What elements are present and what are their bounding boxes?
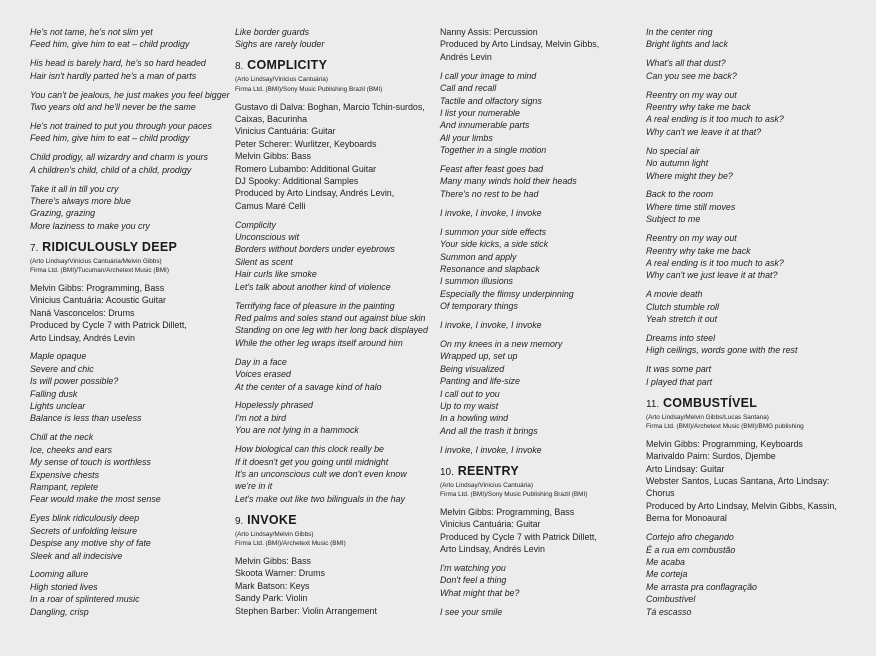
track-personnel bbox=[235, 555, 433, 617]
track-credits bbox=[30, 257, 225, 276]
text-line: Day in a face bbox=[235, 356, 287, 367]
text-line: Can you see me back? bbox=[646, 70, 737, 81]
stanza bbox=[646, 57, 846, 82]
stanza bbox=[440, 338, 638, 437]
text-line: Up to my waist bbox=[440, 400, 499, 411]
text-line: Borders without borders under eyebrows bbox=[235, 244, 395, 255]
track-lyrics bbox=[440, 70, 638, 456]
stanza bbox=[235, 219, 433, 293]
stanza bbox=[440, 163, 638, 200]
text-line: Summon and apply bbox=[440, 251, 517, 262]
text-line: Ice, cheeks and ears bbox=[30, 444, 112, 455]
text-line: Back to the room bbox=[646, 189, 714, 200]
text-line: Of temporary things bbox=[440, 301, 518, 312]
track-credits bbox=[235, 75, 433, 94]
text-line: Severe and chic bbox=[30, 363, 94, 374]
credit-line: Firma Ltd. (BMI)/Archetext Music (BMI)/BMG publishing bbox=[646, 423, 804, 431]
track-number: 11. bbox=[646, 398, 660, 410]
track-credits bbox=[235, 530, 433, 549]
text-line: Grazing, grazing bbox=[30, 208, 96, 219]
text-line: Is will power possible? bbox=[30, 376, 119, 387]
credit-line: Firma Ltd. (BMI)/Sony Music Publishing Brazil (BMI) bbox=[235, 85, 383, 93]
text-line: It's an unconscious cult we don't even know bbox=[235, 468, 407, 479]
text-line: Marivaldo Paim: Surdos, Djembe bbox=[646, 451, 776, 462]
text-line: Chill at the neck bbox=[30, 432, 94, 443]
text-line: Me corteja bbox=[646, 569, 688, 580]
track-personnel bbox=[30, 282, 225, 344]
track-lyrics bbox=[646, 531, 846, 618]
track-personnel bbox=[440, 506, 638, 556]
text-line: There's no rest to be had bbox=[440, 188, 539, 199]
text-line: Stephen Barber: Violin Arrangement bbox=[235, 605, 377, 616]
text-line: Vinicius Cantuária: Acoustic Guitar bbox=[30, 295, 166, 306]
personnel-list bbox=[235, 555, 433, 617]
track-11 bbox=[646, 395, 846, 618]
text-line: Terrifying face of pleasure in the painting bbox=[235, 300, 395, 311]
text-line: Let's talk about another kind of violence bbox=[235, 281, 391, 292]
text-line: Call and recall bbox=[440, 83, 497, 94]
credit-line: Firma Ltd. (BMI)/Archetext Music (BMI) bbox=[235, 540, 346, 548]
text-line: You can't be jealous, he just makes you feel bigger bbox=[30, 89, 230, 100]
text-line: É a rua em combustão bbox=[646, 544, 736, 555]
text-line: Melvin Gibbs: Programming, Keyboards bbox=[646, 438, 803, 449]
stanza bbox=[30, 26, 225, 51]
text-line: No special air bbox=[646, 145, 700, 156]
track-title bbox=[646, 395, 846, 413]
text-line: I call out to you bbox=[440, 388, 500, 399]
text-line: While the other leg wraps itself around him bbox=[235, 337, 403, 348]
lyrics-continued bbox=[30, 26, 230, 232]
text-line: Arto Lindsay, Andrés Levin bbox=[440, 544, 545, 554]
track-title bbox=[235, 512, 433, 530]
text-line: Many many winds hold their heads bbox=[440, 176, 577, 187]
column-3 bbox=[440, 26, 638, 625]
text-line: Clutch stumble roll bbox=[646, 301, 719, 312]
text-line: Skoota Warner: Drums bbox=[235, 568, 325, 579]
lyrics-continued bbox=[235, 26, 433, 51]
text-line: Unconscious wit bbox=[235, 232, 300, 243]
text-line: Dangling, crisp bbox=[30, 606, 89, 617]
stanza bbox=[646, 188, 846, 225]
text-line: It was some part bbox=[646, 364, 712, 375]
track-name: INVOKE bbox=[247, 512, 297, 527]
text-line: Melvin Gibbs: Bass bbox=[235, 555, 311, 566]
text-line: I invoke, I invoke, I invoke bbox=[440, 207, 542, 218]
credit-line: (Arto Lindsay/Vinicius Cantuária) bbox=[235, 76, 328, 84]
text-line: In a roar of splintered music bbox=[30, 594, 140, 605]
track-personnel bbox=[440, 26, 638, 63]
credit-line: Firma Ltd. (BMI)/Sony Music Publishing Brazil (BMI) bbox=[440, 491, 588, 499]
text-line: How biological can this clock really be bbox=[235, 444, 384, 455]
track-7 bbox=[30, 239, 225, 618]
text-line: Reentry on my way out bbox=[646, 89, 737, 100]
column-4 bbox=[646, 26, 846, 625]
text-line: Subject to me bbox=[646, 214, 701, 225]
text-line: Reentry why take me back bbox=[646, 102, 751, 113]
credit-line: (Arto Lindsay/Vinicius Cantuária) bbox=[440, 481, 533, 489]
text-line: There's always more blue bbox=[30, 195, 131, 206]
text-line: Lights unclear bbox=[30, 401, 86, 412]
stanza bbox=[440, 207, 638, 219]
credit-line: Firma Ltd. (BMI)/Tucuman/Archetext Music (BMI) bbox=[30, 267, 169, 275]
track-credits bbox=[646, 413, 846, 432]
text-line: Caixas, Bacurinha bbox=[235, 113, 308, 124]
text-line: Hair isn't hardly parted he's a man of parts bbox=[30, 70, 197, 81]
stanza bbox=[440, 562, 638, 599]
stanza bbox=[440, 444, 638, 456]
text-line: If it doesn't get you going until midnight bbox=[235, 456, 389, 467]
stanza bbox=[646, 531, 846, 618]
text-line: What's all that dust? bbox=[646, 58, 726, 69]
text-line: Fear would make the most sense bbox=[30, 494, 161, 505]
text-line: Two years old and he'll never be the same bbox=[30, 102, 196, 113]
text-line: Eyes blink ridiculously deep bbox=[30, 513, 140, 524]
text-line: Looming allure bbox=[30, 569, 89, 580]
stanza bbox=[30, 431, 225, 505]
text-line: A real ending is it too much to ask? bbox=[646, 258, 784, 268]
text-line: Secrets of unfolding leisure bbox=[30, 525, 138, 536]
text-line: Sighs are rarely louder bbox=[235, 39, 325, 50]
stanza bbox=[646, 232, 846, 282]
credit-line: (Arto Lindsay/Melvin Gibbs) bbox=[235, 530, 314, 538]
text-line: Peter Scherer: Wurlitzer, Keyboards bbox=[235, 138, 377, 149]
personnel-list bbox=[646, 438, 846, 525]
text-line: Reentry why take me back bbox=[646, 245, 751, 256]
track-name: REENTRY bbox=[457, 463, 520, 478]
text-line: Dreams into steel bbox=[646, 333, 716, 344]
stanza bbox=[646, 26, 846, 51]
text-line: Feed him, give him to eat – child prodigy bbox=[30, 39, 190, 50]
text-line: In the center ring bbox=[646, 27, 713, 37]
text-line: Expensive chests bbox=[30, 469, 100, 480]
text-line: Together in a single motion bbox=[440, 145, 547, 156]
stanza bbox=[30, 120, 225, 145]
text-line: Red palms and soles stand out against blue skin bbox=[235, 313, 426, 323]
text-line: Where time still moves bbox=[646, 201, 736, 212]
stanza bbox=[30, 350, 225, 424]
text-line: I summon your side effects bbox=[440, 226, 547, 237]
text-line: Mark Batson: Keys bbox=[235, 580, 310, 591]
text-line: Hair curls like smoke bbox=[235, 269, 317, 280]
track-lyrics bbox=[235, 219, 433, 506]
text-line: Produced by Cycle 7 with Patrick Dillett, bbox=[440, 531, 597, 542]
text-line: Nanny Assis: Percussion bbox=[440, 27, 538, 37]
text-line: I'm not a bird bbox=[235, 412, 287, 423]
text-line: I invoke, I invoke, I invoke bbox=[440, 320, 542, 331]
track-credits bbox=[440, 481, 638, 500]
text-line: I summon illusions bbox=[440, 276, 513, 287]
text-line: Reentry on my way out bbox=[646, 233, 737, 244]
text-line: No autumn light bbox=[646, 158, 709, 169]
text-line: I invoke, I invoke, I invoke bbox=[440, 444, 542, 455]
stanza bbox=[30, 151, 225, 176]
text-line: I'm watching you bbox=[440, 562, 506, 573]
text-line: Complicity bbox=[235, 219, 276, 230]
text-line: Me acaba bbox=[646, 557, 685, 567]
stanza bbox=[646, 89, 846, 139]
track-10 bbox=[440, 463, 638, 618]
personnel-list bbox=[235, 101, 433, 213]
stanza bbox=[646, 363, 846, 388]
track-name: RIDICULOUSLY DEEP bbox=[42, 239, 178, 254]
text-line: Webster Santos, Lucas Santana, Arto Lindsay: bbox=[646, 476, 830, 487]
track-number: 8. bbox=[235, 61, 244, 73]
stanza bbox=[235, 443, 433, 505]
text-line: Gustavo di Dalva: Boghan, Marcio Tchin-surdos, bbox=[235, 101, 425, 112]
stanza bbox=[440, 226, 638, 313]
stanza bbox=[646, 332, 846, 357]
text-line: Produced by Arto Lindsay, Melvin Gibbs, Kassin, bbox=[646, 500, 837, 511]
text-line: DJ Spooky: Additional Samples bbox=[235, 175, 359, 186]
text-line: High ceilings, words gone with the rest bbox=[646, 345, 798, 356]
track-personnel bbox=[235, 101, 433, 213]
stanza bbox=[235, 300, 433, 350]
stanza bbox=[30, 183, 225, 233]
text-line: At the center of a savage kind of halo bbox=[235, 381, 382, 392]
text-line: Balance is less than useless bbox=[30, 413, 142, 424]
track-personnel bbox=[646, 438, 846, 525]
text-line: Take it all in till you cry bbox=[30, 183, 119, 194]
column-1 bbox=[30, 26, 230, 625]
column-2 bbox=[235, 26, 433, 623]
text-line: I played that part bbox=[646, 376, 713, 387]
text-line: He's not tame, he's not slim yet bbox=[30, 27, 153, 37]
text-line: Where might they be? bbox=[646, 170, 733, 181]
text-line: Child prodigy, all wizardry and charm is yours bbox=[30, 152, 208, 163]
text-line: Arto Lindsay, Andrés Levin bbox=[30, 332, 135, 343]
stanza bbox=[440, 606, 638, 618]
stanza bbox=[440, 319, 638, 331]
text-line: Sleek and all indecisive bbox=[30, 550, 123, 561]
text-line: Wrapped up, set up bbox=[440, 351, 518, 362]
stanza bbox=[30, 568, 225, 618]
track-title bbox=[235, 57, 433, 75]
text-line: Why can't we leave it at that? bbox=[646, 126, 762, 137]
text-line: A real ending is it too much to ask? bbox=[646, 114, 784, 125]
credit-line: (Arto Lindsay/Melvin Gibbs/Lucas Santana) bbox=[646, 413, 769, 421]
text-line: On my knees in a new memory bbox=[440, 338, 563, 349]
personnel-list bbox=[30, 282, 225, 344]
text-line: Produced by Arto Lindsay, Andrés Levin, bbox=[235, 188, 395, 199]
text-line: Yeah stretch it out bbox=[646, 314, 718, 325]
text-line: Silent as scent bbox=[235, 256, 293, 267]
text-line: He's not trained to put you through your paces bbox=[30, 120, 212, 131]
text-line: What might that be? bbox=[440, 587, 520, 598]
text-line: I call your image to mind bbox=[440, 70, 537, 81]
track-number: 10. bbox=[440, 466, 454, 478]
stanza bbox=[235, 356, 433, 393]
text-line: Tá escasso bbox=[646, 606, 692, 617]
credit-line: (Arto Lindsay/Vinicius Cantuária/Melvin Gibbs) bbox=[30, 257, 162, 265]
text-line: Cortejo afro chegando bbox=[646, 532, 734, 543]
text-line: Produced by Cycle 7 with Patrick Dillett, bbox=[30, 320, 187, 331]
text-line: A children's child, child of a child, prodigy bbox=[30, 164, 192, 175]
text-line: A movie death bbox=[646, 289, 703, 300]
track-title bbox=[30, 239, 225, 257]
text-line: All your limbs bbox=[440, 132, 493, 143]
text-line: Feed him, give him to eat – child prodigy bbox=[30, 133, 190, 144]
text-line: Hopelessly phrased bbox=[235, 400, 313, 411]
stanza bbox=[30, 57, 225, 82]
track-lyrics bbox=[30, 350, 225, 618]
stanza bbox=[440, 70, 638, 157]
text-line: Naná Vasconcelos: Drums bbox=[30, 307, 135, 318]
text-line: I list your numerable bbox=[440, 107, 520, 118]
text-line: we're in it bbox=[235, 481, 273, 492]
track-9 bbox=[235, 512, 433, 617]
text-line: His head is barely hard, he's so hard headed bbox=[30, 58, 206, 69]
text-line: Me arrasta pra conflagração bbox=[646, 581, 757, 592]
text-line: Tactile and olfactory signs bbox=[440, 95, 542, 106]
stanza bbox=[235, 26, 433, 51]
text-line: Being visualized bbox=[440, 363, 505, 374]
text-line: Falling dusk bbox=[30, 388, 78, 399]
track-title bbox=[440, 463, 638, 481]
text-line: Melvin Gibbs: Programming, Bass bbox=[30, 282, 165, 293]
text-line: Rampant, replete bbox=[30, 481, 99, 492]
text-line: Vinicius Cantuária: Guitar bbox=[440, 519, 541, 530]
stanza bbox=[646, 145, 846, 182]
text-line: Arto Lindsay: Guitar bbox=[646, 463, 725, 474]
stanza bbox=[30, 89, 230, 114]
text-line: Let's make out like two bilinguals in the hay bbox=[235, 493, 405, 504]
text-line: Andrés Levin bbox=[440, 51, 492, 62]
stanza bbox=[235, 399, 433, 436]
track-name: COMBUSTÍVEL bbox=[662, 395, 758, 410]
text-line: In a howling wind bbox=[440, 413, 509, 424]
text-line: My sense of touch is worthless bbox=[30, 457, 151, 468]
track-8 bbox=[235, 57, 433, 505]
text-line: And all the trash it brings bbox=[440, 425, 538, 436]
track-number: 7. bbox=[30, 242, 39, 254]
text-line: Standing on one leg with her long back displayed bbox=[235, 325, 428, 336]
personnel-list bbox=[440, 506, 638, 556]
text-line: Especially the flimsy underpinning bbox=[440, 288, 574, 299]
text-line: High storied lives bbox=[30, 581, 98, 592]
track-lyrics bbox=[440, 562, 638, 618]
personnel-list bbox=[440, 26, 638, 63]
text-line: Combustível bbox=[646, 594, 696, 605]
lyrics-continued bbox=[646, 26, 846, 388]
text-line: Romero Lubambo: Additional Guitar bbox=[235, 163, 377, 174]
text-line: And innumerable parts bbox=[440, 120, 530, 131]
text-line: Like border guards bbox=[235, 27, 310, 37]
text-line: Your side kicks, a side stick bbox=[440, 239, 549, 250]
text-line: Maple opaque bbox=[30, 351, 87, 362]
stanza bbox=[30, 512, 225, 562]
text-line: Panting and life-size bbox=[440, 376, 520, 387]
text-line: Bright lights and lack bbox=[646, 39, 728, 50]
text-line: Melvin Gibbs: Programming, Bass bbox=[440, 506, 575, 517]
text-line: Vinicius Cantuária: Guitar bbox=[235, 126, 336, 137]
text-line: Chorus bbox=[646, 488, 675, 499]
text-line: Feast after feast goes bad bbox=[440, 164, 544, 175]
text-line: More laziness to make you cry bbox=[30, 220, 150, 231]
text-line: Produced by Arto Lindsay, Melvin Gibbs, bbox=[440, 39, 600, 50]
text-line: Don't feel a thing bbox=[440, 575, 507, 586]
text-line: Berna for Monoaural bbox=[646, 513, 727, 524]
track-number: 9. bbox=[235, 515, 244, 527]
text-line: Sandy Park: Violin bbox=[235, 593, 308, 604]
text-line: You are not lying in a hammock bbox=[235, 425, 359, 436]
text-line: Melvin Gibbs: Bass bbox=[235, 151, 311, 162]
text-line: Resonance and slapback bbox=[440, 263, 540, 274]
text-line: I see your smile bbox=[440, 606, 503, 617]
text-line: Camus Maré Celli bbox=[235, 200, 306, 211]
text-line: Why can't we just leave it at that? bbox=[646, 270, 778, 281]
text-line: Despise any motive shy of fate bbox=[30, 538, 151, 549]
text-line: Voices erased bbox=[235, 369, 291, 380]
stanza bbox=[646, 288, 846, 325]
track-name: COMPLICITY bbox=[247, 58, 328, 73]
